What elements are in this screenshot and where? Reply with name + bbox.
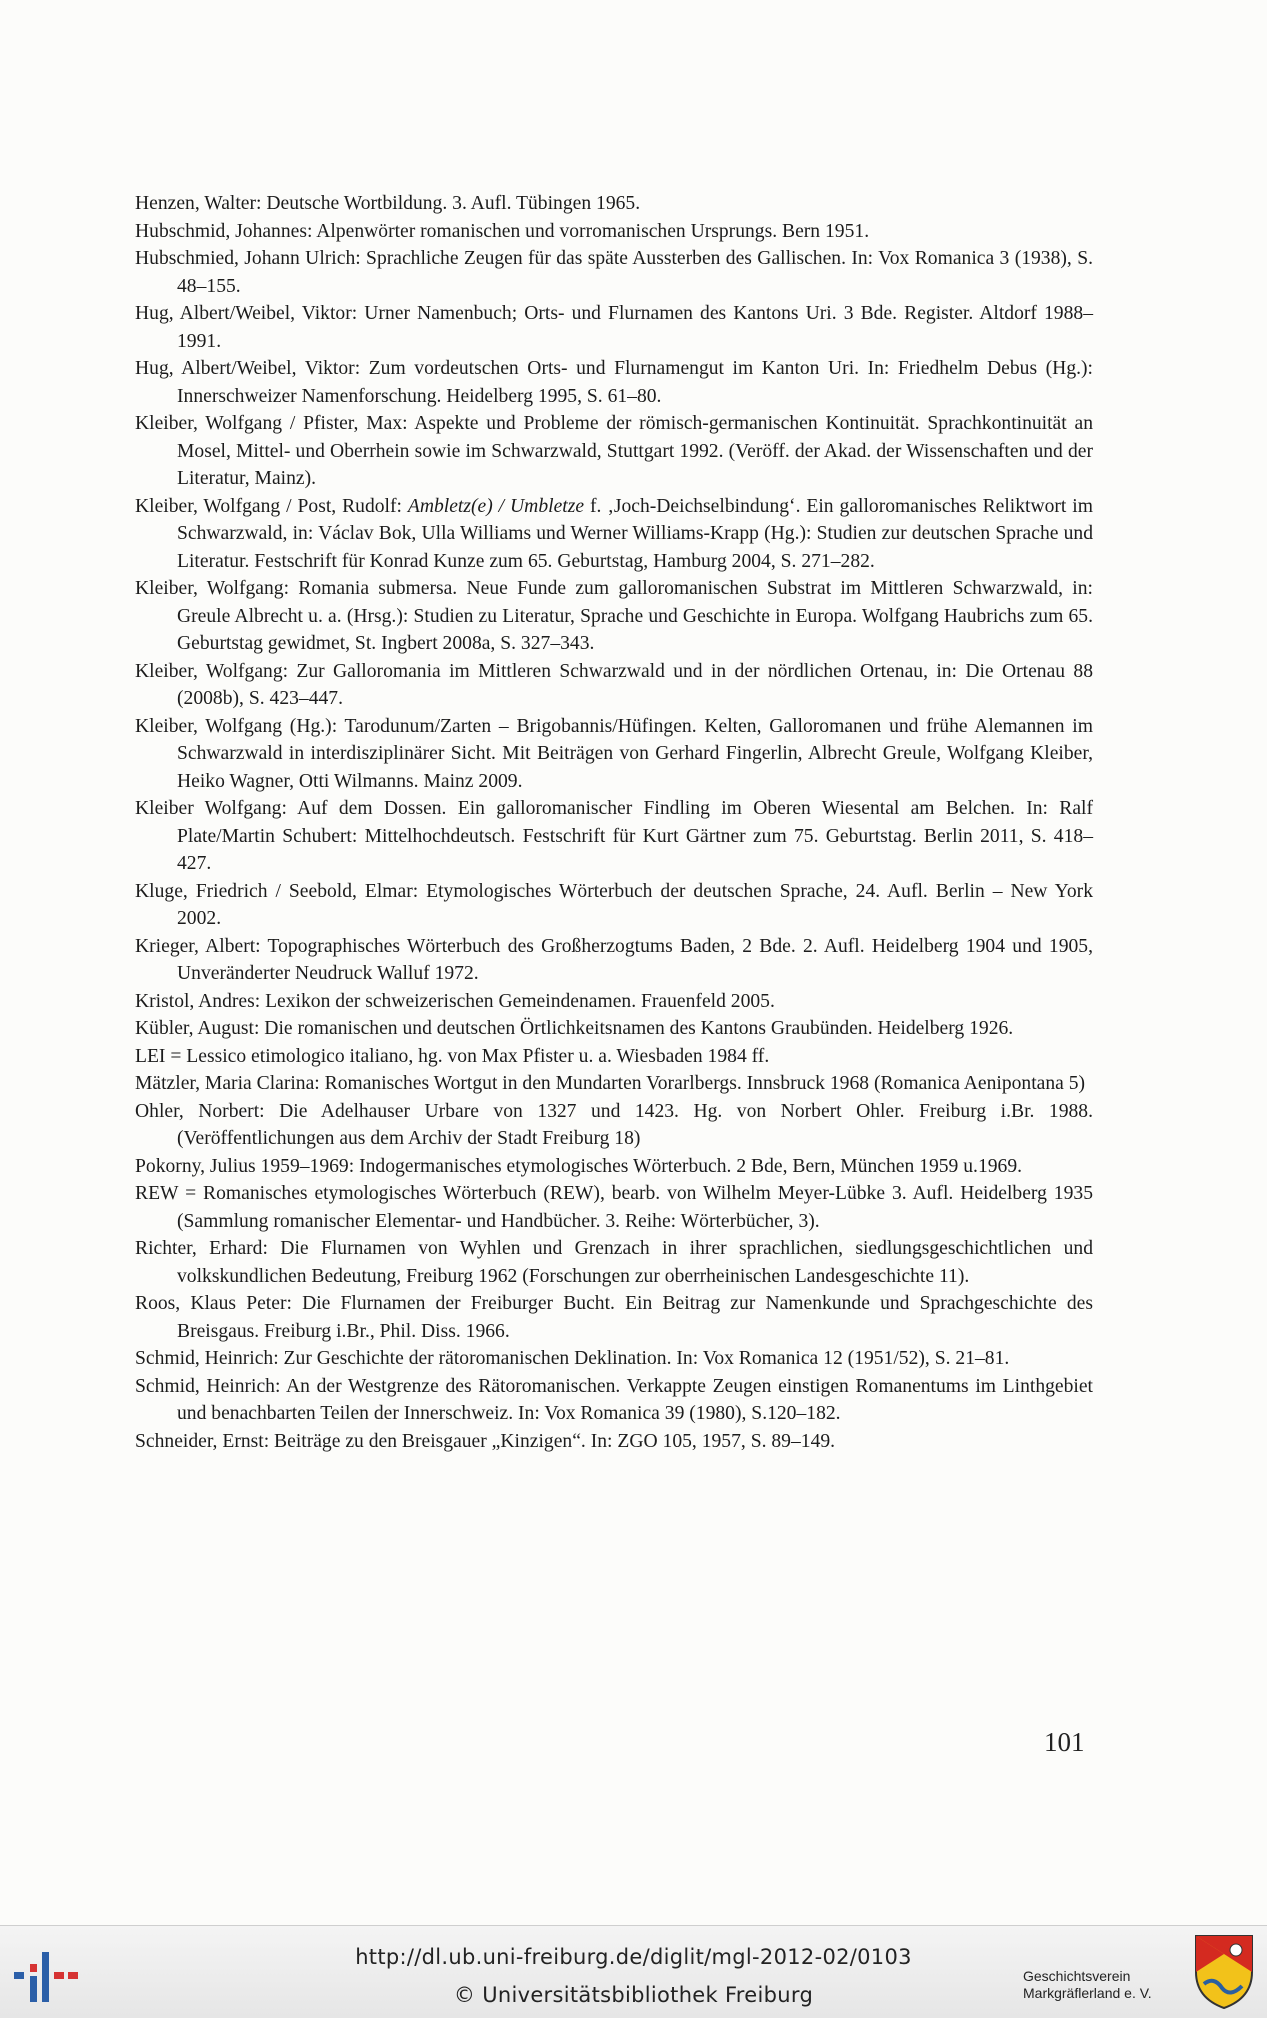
reference-entry [135,1015,1093,1043]
reference-text: REW = Romanisches etymologisches Wörterbuch (REW), bearb. von Wilhelm Meyer-Lübke 3. Aufl. Heidelberg 1935 (Sammlung romanischer Elementar- und Handbücher. 3. Reihe: Wörterbücher, 3). [135,1183,1093,1232]
reference-entry [135,1235,1093,1290]
page-number: 101 [1044,1727,1085,1757]
reference-entry [135,795,1093,878]
reference-text: Ohler, Norbert: Die Adelhauser Urbare von 1327 und 1423. Hg. von Norbert Ohler. Freiburg i.Br. 1988. (Veröffentlichungen aus dem Archiv der Stadt Freiburg 18) [135,1100,1093,1149]
permalink-link[interactable]: http://dl.ub.uni-freiburg.de/diglit/mgl-2012-02/0103 [355,1945,912,1969]
reference-text: Kleiber, Wolfgang: Zur Galloromania im Mittleren Schwarzwald und in der nördlichen Ortenau, in: Die Ortenau 88 (2008b), S. 423–447. [135,660,1093,709]
copyright-notice: © Universitätsbibliothek Freiburg [453,1983,814,2007]
reference-text: Hubschmid, Johannes: Alpenwörter romanischen und vorromanischen Ursprungs. Bern 1951. [135,220,870,242]
reference-entry [135,1373,1093,1428]
reference-entry [135,713,1093,796]
reference-entry [135,1345,1093,1373]
reference-text: Kleiber, Wolfgang / Post, Rudolf: [135,495,408,517]
permalink-url[interactable] [0,1945,1267,1969]
reference-entry [135,878,1093,933]
reference-text: Schmid, Heinrich: Zur Geschichte der rätoromanischen Deklination. In: Vox Romanica 12 (1951/52), S. 21–81. [135,1348,1010,1369]
reference-entry [135,1070,1093,1098]
reference-entry [135,1153,1093,1181]
association-name [1023,1968,1152,2002]
reference-entry [135,1043,1093,1071]
reference-text: Kleiber, Wolfgang / Pfister, Max: Aspekte und Probleme der römisch-germanischen Kontinuität. Sprachkontinuität an Mosel, Mittel- und Oberrhein sowie im Schwarzwald, Stuttgart 1992. (Veröff. der Akad. der Wissenschaften und der Literatur, Mainz). [135,413,1093,489]
reference-text: Kübler, August: Die romanischen und deutschen Örtlichkeitsnamen des Kantons Graubünden. Heidelberg 1926. [135,1018,1014,1039]
reference-text: Kleiber Wolfgang: Auf dem Dossen. Ein galloromanischer Findling im Oberen Wiesental am Belchen. In: Ralf Plate/Martin Schubert: Mittelhochdeutsch. Festschrift für Kurt Gärtner zum 75. Geburtstag. Berlin 2011, S. 418–427. [135,798,1093,874]
reference-entry [135,218,1093,246]
reference-text: Kleiber, Wolfgang (Hg.): Tarodunum/Zarten – Brigobannis/Hüfingen. Kelten, Galloromanen und frühe Alemannen im Schwarzwald in interdisziplinärer Sicht. Mit Beiträgen von Gerhard Fingerlin, Albrecht Greule, Wolfgang Kleiber, Heiko Wagner, Otti Wilmanns. Mainz 2009. [135,715,1093,792]
reference-text: Kluge, Friedrich / Seebold, Elmar: Etymologisches Wörterbuch der deutschen Sprache, 24. Aufl. Berlin – New York 2002. [135,880,1093,929]
association-line-1: Geschichtsverein [1023,1968,1131,1984]
reference-text: Kleiber, Wolfgang: Romania submersa. Neue Funde zum galloromanischen Substrat im Mittleren Schwarzwald, in: Greule Albrecht u. a. (Hrsg.): Studien zu Literatur, Sprache und Geschichte in Europa. Wolfgang Haubrichs zum 65. Geburtstag gewidmet, St. Ingbert 2008a, S. 327–343. [135,578,1093,654]
coat-of-arms-icon [1192,1932,1256,2010]
reference-entry [135,575,1093,658]
reference-text: Roos, Klaus Peter: Die Flurnamen der Freiburger Bucht. Ein Beitrag zur Namenkunde und Sprachgeschichte des Breisgaus. Freiburg i.Br., Phil. Diss. 1966. [135,1293,1093,1342]
reference-text: Hug, Albert/Weibel, Viktor: Urner Namenbuch; Orts- und Flurnamen des Kantons Uri. 3 Bde. Register. Altdorf 1988–1991. [135,303,1093,352]
reference-text: Pokorny, Julius 1959–1969: Indogermanisches etymologisches Wörterbuch. 2 Bde, Bern, München 1959 u.1969. [135,1155,1023,1177]
reference-entry [135,1098,1093,1153]
reference-text: Schneider, Ernst: Beiträge zu den Breisgauer „Kinzigen“. In: ZGO 105, 1957, S. 89–149. [135,1430,836,1452]
reference-text: Richter, Erhard: Die Flurnamen von Wyhlen und Grenzach in ihrer sprachlichen, siedlungsgeschichtlichen und volkskundlichen Bedeutung, Freiburg 1962 (Forschungen zur oberrheinischen Landesgeschichte 11). [135,1238,1093,1287]
reference-list [135,190,1093,1455]
reference-entry [135,300,1093,355]
reference-entry [135,190,1093,218]
reference-text: Henzen, Walter: Deutsche Wortbildung. 3. Aufl. Tübingen 1965. [135,193,641,214]
reference-entry [135,355,1093,410]
reference-entry [135,410,1093,493]
reference-entry [135,245,1093,300]
reference-entry [135,933,1093,988]
reference-italic-title: Ambletz(e) / Umbletze [407,495,585,517]
reference-text: Krieger, Albert: Topographisches Wörterbuch des Großherzogtums Baden, 2 Bde. 2. Aufl. Heidelberg 1904 und 1905, Unveränderter Neudruck Walluf 1972. [135,935,1093,984]
reference-text: Schmid, Heinrich: An der Westgrenze des Rätoromanischen. Verkappte Zeugen einstigen Romanentums im Linthgebiet und benachbarten Teilen der Innerschweiz. In: Vox Romanica 39 (1980), S.120–182. [135,1375,1093,1424]
reference-entry [135,1290,1093,1345]
reference-text: Mätzler, Maria Clarina: Romanisches Wortgut in den Mundarten Vorarlbergs. Innsbruck 1968 (Romanica Aenipontana 5) [135,1073,1086,1094]
reference-text: LEI = Lessico etimologico italiano, hg. von Max Pfister u. a. Wiesbaden 1984 ff. [135,1045,770,1067]
reference-text: f. ‚Joch-Deichselbindung‘. Ein galloromanisches Reliktwort im Schwarzwald, in: Václav Bok, Ulla Williams und Werner Williams-Krapp (Hg.): Studien zur deutschen Sprache und Literatur. Festschrift für Konrad Kunze zum 65. Geburtstag, Hamburg 2004, S. 271–282. [177,495,1093,572]
reference-text: Hubschmied, Johann Ulrich: Sprachliche Zeugen für das späte Aussterben des Gallischen. In: Vox Romanica 3 (1938), S. 48–155. [135,248,1093,297]
reference-entry [135,658,1093,713]
reference-entry [135,988,1093,1016]
reference-entry [135,1428,1093,1456]
reference-entry [135,493,1093,576]
association-line-2: Markgräflerland e. V. [1023,1985,1152,2001]
reference-text: Kristol, Andres: Lexikon der schweizerischen Gemeindenamen. Frauenfeld 2005. [135,990,775,1012]
reference-text: Hug, Albert/Weibel, Viktor: Zum vordeutschen Orts- und Flurnamengut im Kanton Uri. In: Friedhelm Debus (Hg.): Innerschweizer Namenforschung. Heidelberg 1995, S. 61–80. [135,358,1093,407]
reference-entry [135,1180,1093,1235]
